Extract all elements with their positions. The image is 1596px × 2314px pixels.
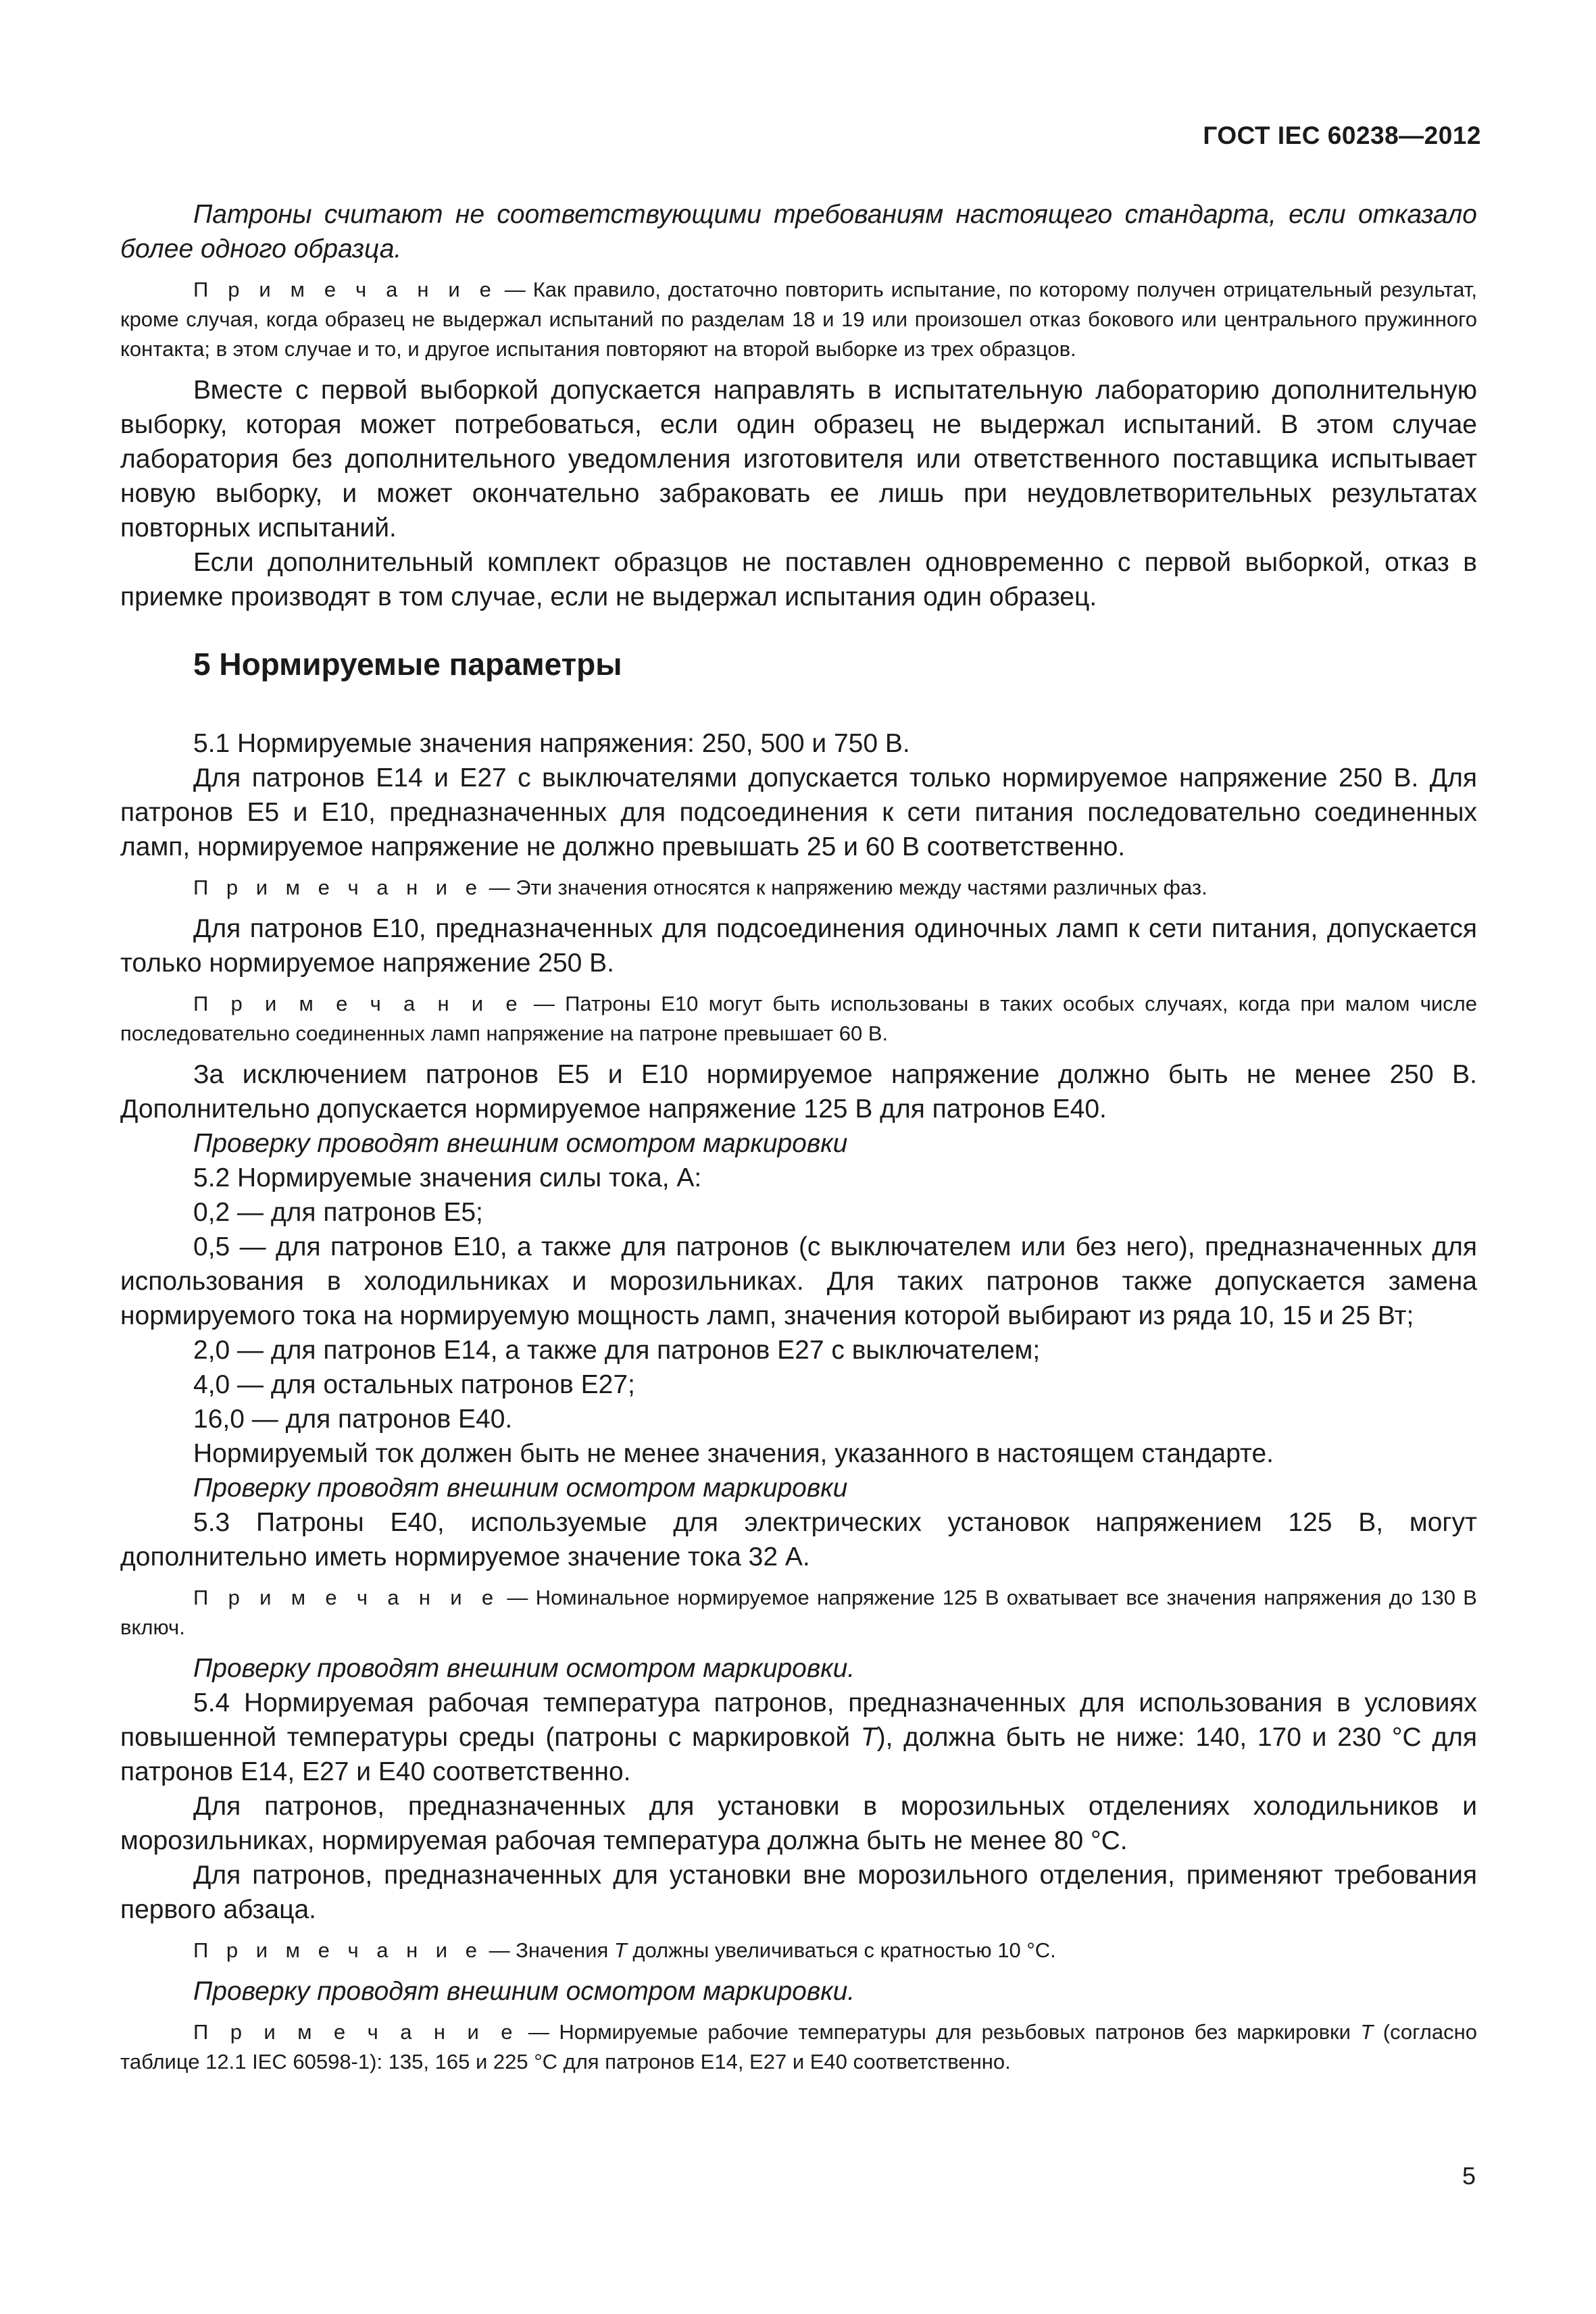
note-label: П р и м е ч а н и е — [193, 2020, 519, 2044]
note — [120, 1936, 1477, 1965]
list-item: 4,0 — для остальных патронов Е27; — [193, 1370, 635, 1399]
note-label: П р и м е ч а н и е — [193, 278, 497, 301]
paragraph: 5.1 Нормируемые значения напряжения: 250, 500 и 750 В. — [193, 729, 910, 758]
paragraph: Проверку проводят внешним осмотром маркировки — [193, 1129, 848, 1158]
paragraph-text: 5.4 Нормируемая рабочая температура патронов, предназначенных для использования в условиях повышенной температуры среды (патроны с маркировкой — [120, 1688, 1477, 1752]
paragraph: Если дополнительный комплект образцов не поставлен одновременно с первой выборкой, отказ в приемке производят в том случае, если не выдержал испытания один образец. — [120, 548, 1477, 611]
paragraph — [120, 1686, 1477, 1789]
paragraph: Проверку проводят внешним осмотром маркировки. — [193, 1977, 855, 2006]
list-item: 2,0 — для патронов Е14, а также для патронов Е27 с выключателем; — [193, 1336, 1041, 1365]
paragraph: Проверку проводят внешним осмотром маркировки. — [193, 1654, 855, 1683]
paragraph: 5.2 Нормируемые значения силы тока, А: — [193, 1163, 702, 1192]
note-text: — Эти значения относятся к напряжению между частями различных фаз. — [482, 876, 1207, 899]
paragraph: Для патронов, предназначенных для установки вне морозильного отделения, применяют требования первого абзаца. — [120, 1861, 1477, 1924]
list-item: 0,5 — для патронов Е10, а также для патронов (с выключателем или без него), предназначенных для использования в холодильниках и морозильниках. Для таких патронов также допускается замена нормируемого тока на нормируемую мощность ламп, значения которой выбирают из ряда 10, 15 и 25 Вт; — [120, 1232, 1477, 1330]
note-label: П р и м е ч а н и е — [193, 876, 483, 899]
paragraph: Вместе с первой выборкой допускается направлять в испытательную лабораторию дополнительную выборку, которая может потребоваться, если один образец не выдержал испытаний. В этом случае лаборатория без дополнительного уведомления изготовителя или ответственного поставщика испытывает новую выборку, и может окончательно забраковать ее лишь при неудовлетворительных результатах повторных испытаний. — [120, 376, 1477, 543]
note — [120, 989, 1477, 1049]
paragraph: Проверку проводят внешним осмотром маркировки — [193, 1474, 848, 1503]
paragraph: Для патронов, предназначенных для установки в морозильных отделениях холодильников и морозильниках, нормируемая рабочая температура должна быть не менее 80 °С. — [120, 1792, 1477, 1855]
note-text: — Как правило, достаточно повторить испытание, по которому получен отрицательный результат, кроме случая, когда образец не выдержал испытаний по разделам 18 и 19 или произошел отказ бокового или центрального пружинного контакта; в этом случае и то, и другое испытания повторяют на второй выборке из трех образцов. — [120, 278, 1477, 361]
note — [120, 275, 1477, 364]
note-text: — Номинальное нормируемое напряжение 125 В охватывает все значения напряжения до 130 В включ. — [120, 1586, 1477, 1639]
paragraph: За исключением патронов Е5 и Е10 нормируемое напряжение должно быть не менее 250 В. Дополнительно допускается нормируемое напряжение 125 В для патронов Е40. — [120, 1060, 1477, 1124]
note-label: П р и м е ч а н и е — [193, 1586, 500, 1609]
paragraph: Патроны считают не соответствующими требованиям настоящего стандарта, если отказало более одного образца. — [120, 200, 1477, 263]
note — [120, 1583, 1477, 1642]
marking-symbol: Т — [860, 1723, 877, 1752]
paragraph: 5.3 Патроны Е40, используемые для электрических установок напряжением 125 В, могут дополнительно иметь нормируемое значение тока 32 А. — [120, 1508, 1477, 1571]
page-number: 5 — [1462, 2162, 1476, 2190]
paragraph: Нормируемый ток должен быть не менее значения, указанного в настоящем стандарте. — [193, 1439, 1274, 1468]
note-text: — Нормируемые рабочие температуры для резьбовых патронов без маркировки — [518, 2020, 1361, 2044]
paragraph-text: ), должна быть не ниже: 140, 170 и 230 °С для патронов Е14, Е27 и Е40 соответственно. — [120, 1723, 1477, 1786]
marking-symbol: Т — [1360, 2020, 1374, 2044]
note-text: — Значения — [482, 1938, 614, 1962]
section-title: 5 Нормируемые параметры — [193, 647, 622, 682]
marking-symbol: Т — [614, 1938, 627, 1962]
list-item: 16,0 — для патронов Е40. — [193, 1405, 513, 1434]
document-header: ГОСТ IEC 60238—2012 — [1203, 122, 1481, 149]
page-body — [120, 197, 1477, 2086]
paragraph: Для патронов Е14 и Е27 с выключателями допускается только нормируемое напряжение 250 В. Для патронов Е5 и Е10, предназначенных для подсоединения к сети питания последовательно соединенных ламп, нормируемое напряжение не должно превышать 25 и 60 В соответственно. — [120, 763, 1477, 861]
note-label: П р и м е ч а н и е — [193, 992, 524, 1015]
note-text: (согласно таблице 12.1 IEC 60598-1): 135, 165 и 225 °С для патронов Е14, Е27 и Е40 соответственно. — [120, 2020, 1477, 2073]
note-text: — Патроны Е10 могут быть использованы в таких особых случаях, когда при малом числе последовательно соединенных ламп напряжение на патроне превышает 60 В. — [120, 992, 1477, 1045]
note — [120, 873, 1477, 903]
paragraph: Для патронов Е10, предназначенных для подсоединения одиночных ламп к сети питания, допускается только нормируемое напряжение 250 В. — [120, 914, 1477, 978]
list-item: 0,2 — для патронов Е5; — [193, 1198, 483, 1227]
note-text: должны увеличиваться с кратностью 10 °С. — [626, 1938, 1056, 1962]
note — [120, 2017, 1477, 2077]
note-label: П р и м е ч а н и е — [193, 1938, 483, 1962]
